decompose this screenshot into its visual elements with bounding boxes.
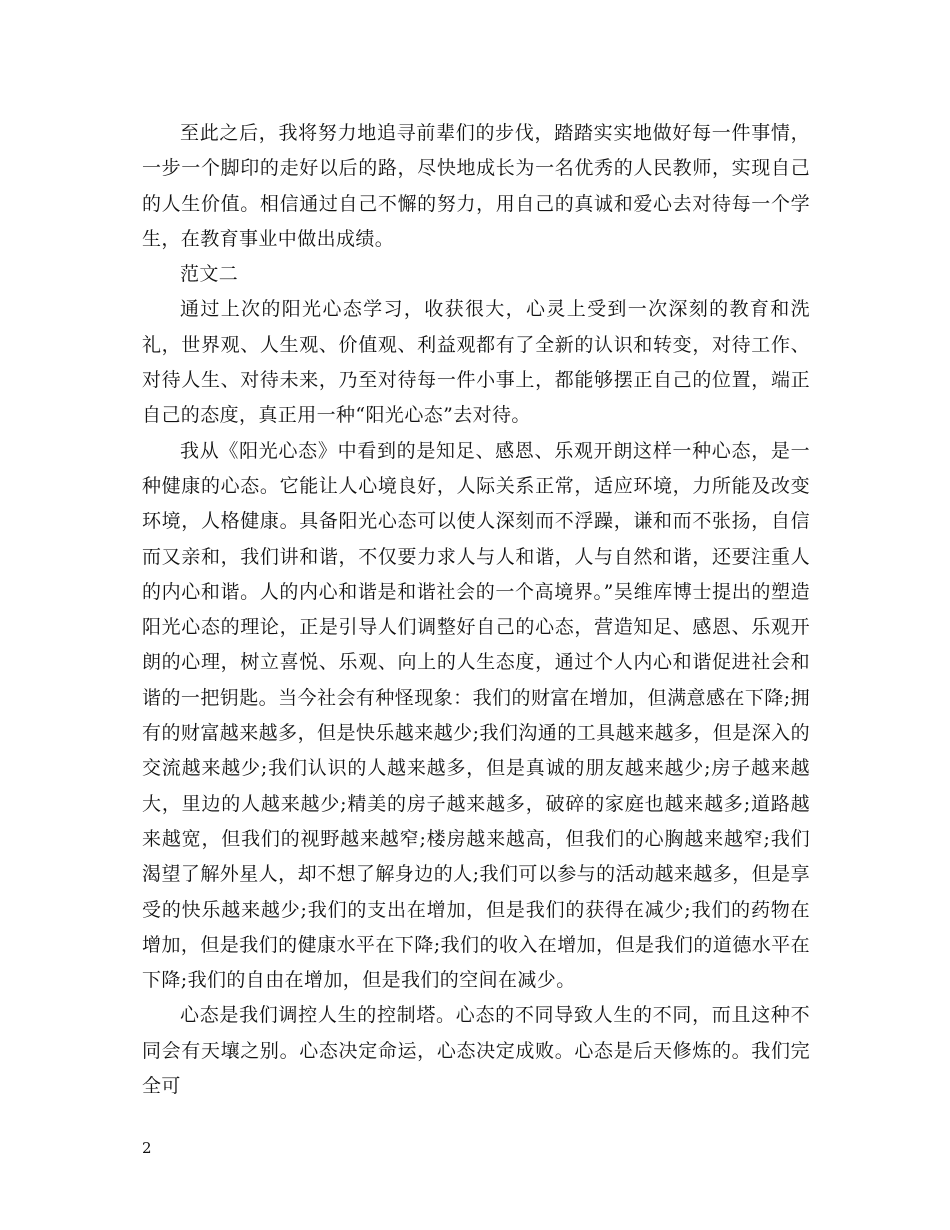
document-body [142,116,810,1104]
paragraph-conclusion: 至此之后，我将努力地追寻前辈们的步伐，踏踏实实地做好每一件事情，一步一个脚印的走好以后的路，尽快地成长为一名优秀的人民教师，实现自己的人生价值。相信通过自己不懈的努力，用自己的真诚和爱心去对待每一个学生，在教育事业中做出成绩。 [142,122,810,250]
paragraph-learning-reflection: 通过上次的阳光心态学习，收获很大，心灵上受到一次深刻的教育和洗礼，世界观、人生观、价值观、利益观都有了全新的认识和转变，对待工作、对待人生、对待未来，乃至对待每一件小事上，都能够摆正自己的位置，端正自己的态度，真正用一种“阳光心态”去对待。 [142,298,810,427]
paragraph-mindset-control: 心态是我们调控人生的控制塔。心态的不同导致人生的不同，而且这种不同会有天壤之别。心态决定命运，心态决定成败。心态是后天修炼的。我们完全可 [142,1004,810,1098]
section-heading-sample-two: 范文二 [180,263,239,286]
page-number: 2 [142,1139,152,1157]
paragraph-sunshine-mindset: 我从《阳光心态》中看到的是知足、感恩、乐观开朗这样一种心态，是一种健康的心态。它能让人心境良好，人际关系正常，适应环境，力所能及改变环境，人格健康。具备阳光心态可以使人深刻而不浮躁，谦和而不张扬，自信而又亲和，我们讲和谐，不仅要力求人与人和谐，人与自然和谐，还要注重人的内心和谐。人的内心和谐是和谐社会的一个高境界。”吴维库博士提出的塑造阳光心态的理论，正是引导人们调整好自己的心态，营造知足、感恩、乐观开朗的心理，树立喜悦、乐观、向上的人生态度，通过个人内心和谐促进社会和谐的一把钥匙。当今社会有种怪现象：我们的财富在增加，但满意感在下降;拥有的财富越来越多，但是快乐越来越少;我们沟通的工具越来越多，但是深入的交流越来越少;我们认识的人越来越多，但是真诚的朋友越来越少;房子越来越大，里边的人越来越少;精美的房子越来越多，破碎的家庭也越来越多;道路越来越宽，但我们的视野越来越窄;楼房越来越高，但我们的心胸越来越窄;我们渴望了解外星人，却不想了解身边的人;我们可以参与的活动越来越多，但是享受的快乐越来越少;我们的支出在增加，但是我们的获得在减少;我们的药物在增加，但是我们的健康水平在下降;我们的收入在增加，但是我们的道德水平在下降;我们的自由在增加，但是我们的空间在减少。 [142,439,810,992]
